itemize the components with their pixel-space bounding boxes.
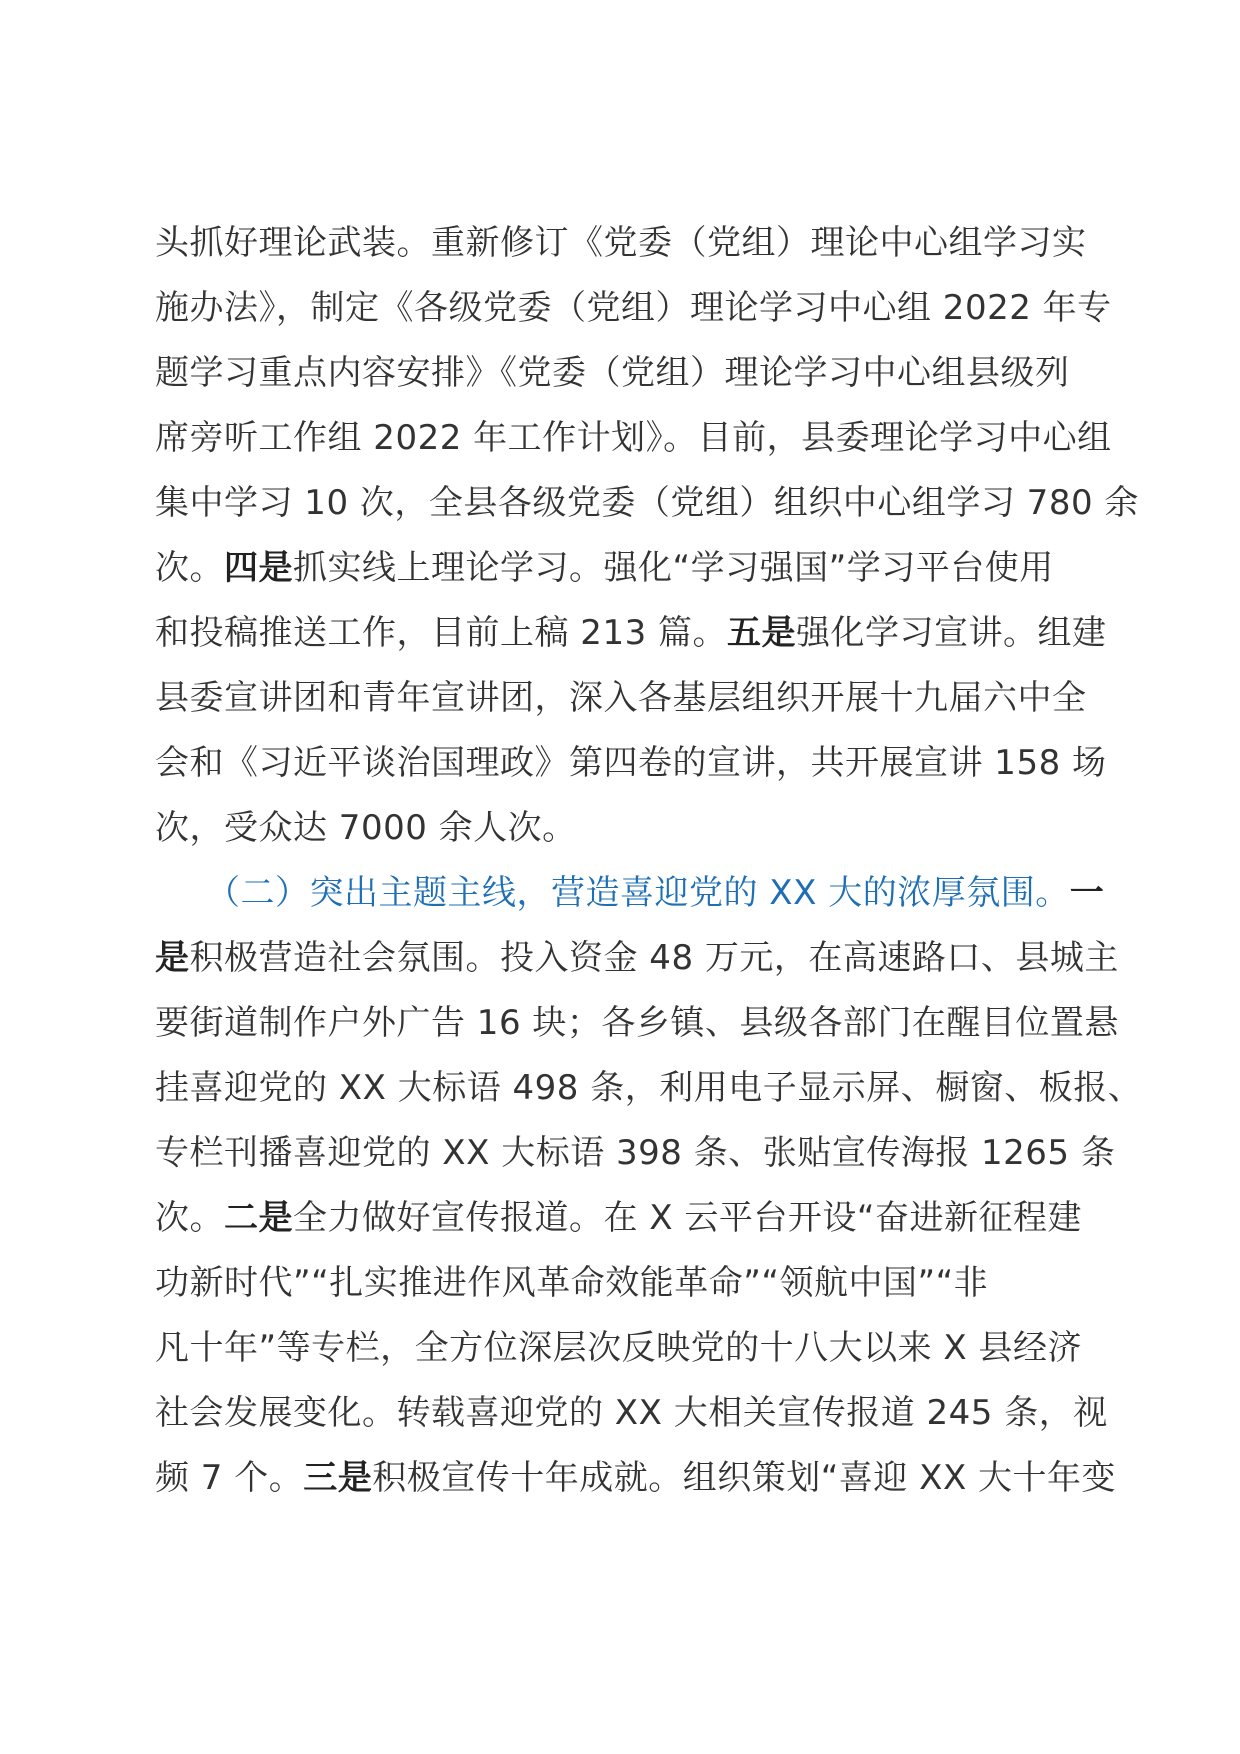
text-line: 题学习重点内容安排》《党委（党组）理论学习中心组县级列 <box>155 353 1070 393</box>
section-heading-line <box>155 861 1105 926</box>
text-run: 积极宣传十年成就。组织策划“喜迎 XX 大十年变 <box>372 1458 1117 1498</box>
text-line <box>155 1446 1117 1511</box>
section-heading: （二）突出主题主线，营造喜迎党的 XX 大的浓厚氛围。 <box>206 873 1070 913</box>
text-line: 要街道制作户外广告 16 块；各乡镇、县级各部门在醒目位置悬 <box>155 1003 1119 1043</box>
text-line <box>155 536 1100 601</box>
text-line: 头抓好理论武装。重新修订《党委（党组）理论中心组学习实 <box>155 223 1087 263</box>
text-line <box>155 601 1107 666</box>
bold-ordinal: 四是 <box>224 548 293 588</box>
text-run: 和投稿推送工作，目前上稿 213 篇。 <box>155 613 728 653</box>
text-line: 专栏刊播喜迎党的 XX 大标语 398 条、张贴宣传海报 1265 条 <box>155 1133 1116 1173</box>
bold-ordinal: 一 <box>1069 873 1105 913</box>
text-line: 挂喜迎党的 XX 大标语 498 条，利用电子显示屏、橱窗、板报、 <box>155 1068 1143 1108</box>
bold-ordinal: 五是 <box>727 613 797 653</box>
text-line: 集中学习 10 次，全县各级党委（党组）组织中心组学习 780 余 <box>155 483 1139 523</box>
text-line: 功新时代”“扎实推进作风革命效能革命”“领航中国”“非 <box>155 1263 989 1303</box>
text-line <box>155 926 1119 991</box>
bold-ordinal: 是 <box>155 938 190 978</box>
text-run: 抓实线上理论学习。强化“学习强国”学习平台使用 <box>293 548 1054 588</box>
text-line: 凡十年”等专栏，全方位深层次反映党的十八大以来 X 县经济 <box>155 1328 1083 1368</box>
text-line: 施办法》，制定《各级党委（党组）理论学习中心组 2022 年专 <box>155 288 1112 328</box>
text-run: 次。 <box>155 1198 224 1238</box>
bold-ordinal: 二是 <box>224 1198 293 1238</box>
document-body <box>155 211 1143 1511</box>
text-line: 次，受众达 7000 余人次。 <box>155 808 577 848</box>
text-run: 次。 <box>155 548 224 588</box>
text-line: 社会发展变化。转载喜迎党的 XX 大相关宣传报道 245 条，视 <box>155 1393 1108 1433</box>
text-line: 县委宣讲团和青年宣讲团，深入各基层组织开展十九届六中全 <box>155 678 1087 718</box>
text-run: 积极营造社会氛围。投入资金 48 万元，在高速路口、县城主 <box>189 938 1119 978</box>
text-line: 会和《习近平谈治国理政》第四卷的宣讲，共开展宣讲 158 场 <box>155 743 1107 783</box>
text-line: 席旁听工作组 2022 年工作计划》。目前，县委理论学习中心组 <box>155 418 1112 458</box>
text-line <box>155 1186 1100 1251</box>
bold-ordinal: 三是 <box>303 1458 373 1498</box>
text-run: 强化学习宣讲。组建 <box>796 613 1107 653</box>
text-run: 全力做好宣传报道。在 X 云平台开设“奋进新征程建 <box>293 1198 1083 1238</box>
text-run: 频 7 个。 <box>155 1458 304 1498</box>
